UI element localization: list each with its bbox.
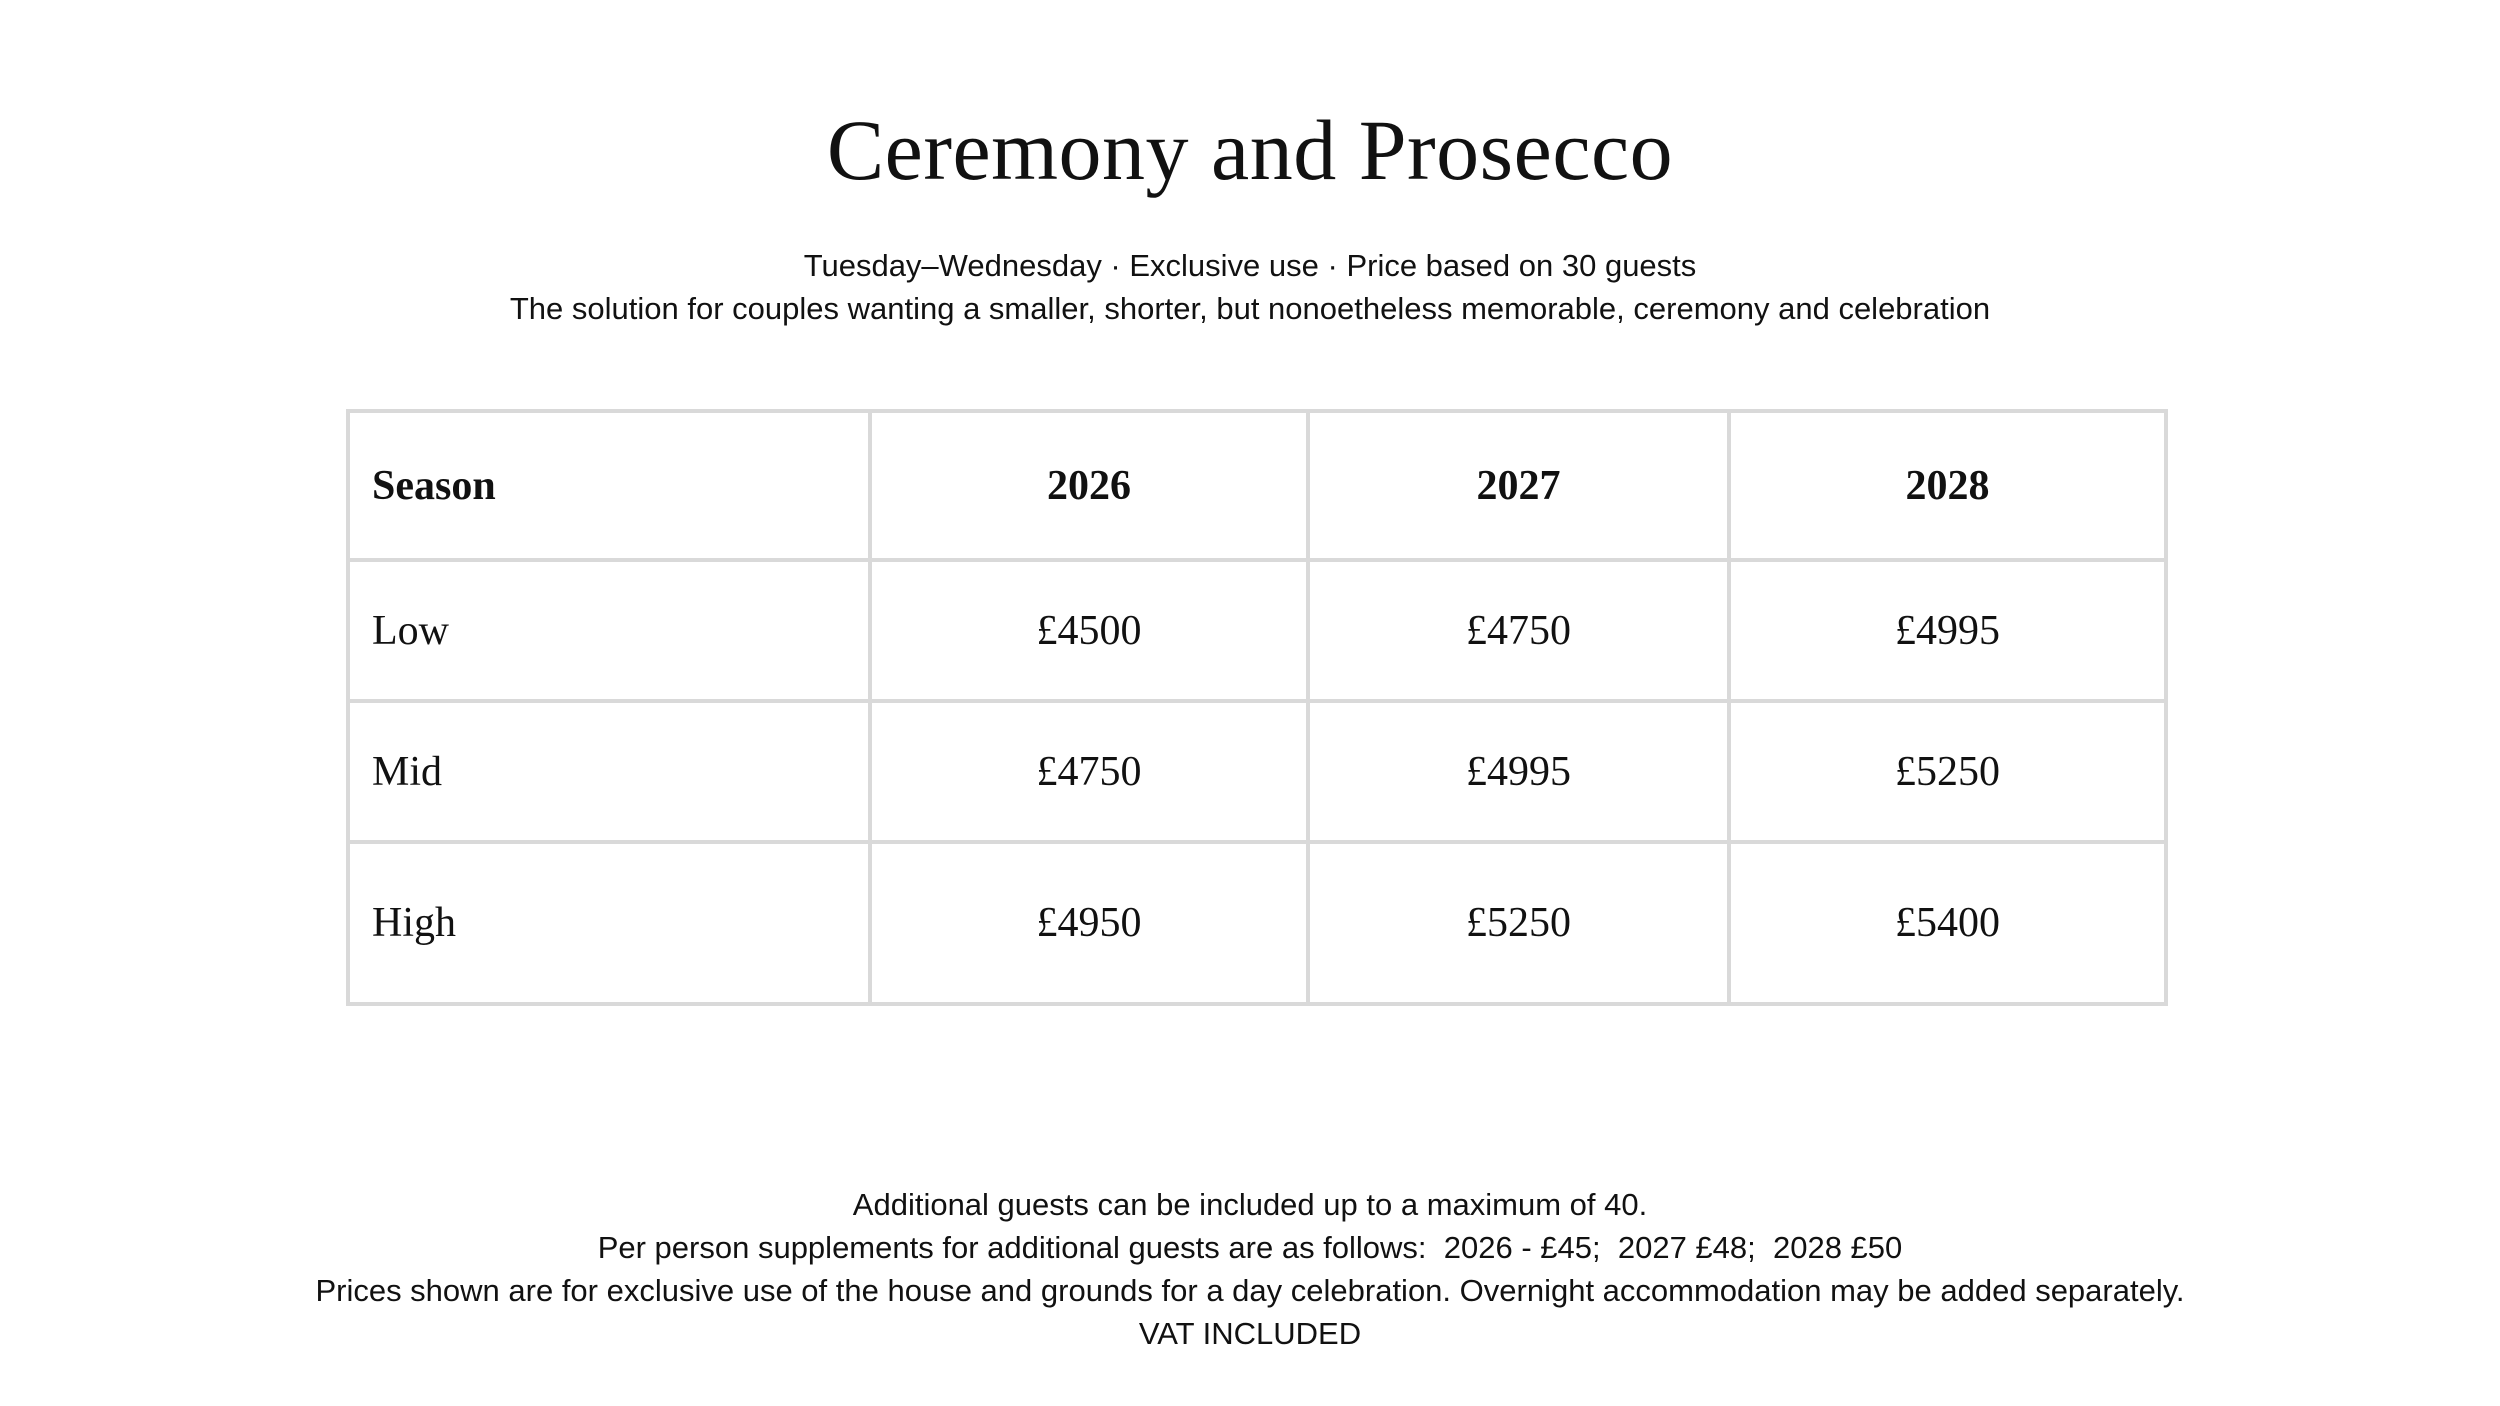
price-cell: £4750 bbox=[1308, 560, 1729, 701]
page-title: Ceremony and Prosecco bbox=[826, 102, 1674, 198]
price-cell: £4950 bbox=[870, 842, 1308, 1004]
header-year-2027: 2027 bbox=[1308, 411, 1729, 560]
pricing-table bbox=[346, 409, 2168, 1006]
table-row bbox=[348, 701, 2166, 842]
table-header-row bbox=[348, 411, 2166, 560]
price-cell: £4995 bbox=[1308, 701, 1729, 842]
price-cell: £5400 bbox=[1729, 842, 2166, 1004]
note-additional-guests: Additional guests can be included up to a maximum of 40. bbox=[852, 1187, 1648, 1222]
note-exclusive-use: Prices shown are for exclusive use of the house and grounds for a day celebration. Overnight accommodation may be added separately. bbox=[315, 1273, 2185, 1308]
price-cell: £4750 bbox=[870, 701, 1308, 842]
price-cell: £4995 bbox=[1729, 560, 2166, 701]
header-year-2026: 2026 bbox=[870, 411, 1308, 560]
header-season: Season bbox=[348, 411, 870, 560]
table-row bbox=[348, 842, 2166, 1004]
price-cell: £5250 bbox=[1729, 701, 2166, 842]
subtitle-description: The solution for couples wanting a smaller, shorter, but nonoetheless memorable, ceremony and celebration bbox=[509, 291, 1991, 326]
season-cell: High bbox=[348, 842, 870, 1004]
table-row bbox=[348, 560, 2166, 701]
price-cell: £5250 bbox=[1308, 842, 1729, 1004]
note-vat: VAT INCLUDED bbox=[1138, 1316, 1362, 1351]
price-cell: £4500 bbox=[870, 560, 1308, 701]
note-supplements: Per person supplements for additional guests are as follows: 2026 - £45; 2027 £48; 2028 £50 bbox=[597, 1230, 1903, 1265]
season-cell: Low bbox=[348, 560, 870, 701]
season-cell: Mid bbox=[348, 701, 870, 842]
subtitle-details: Tuesday–Wednesday · Exclusive use · Price based on 30 guests bbox=[803, 248, 1697, 283]
header-year-2028: 2028 bbox=[1729, 411, 2166, 560]
